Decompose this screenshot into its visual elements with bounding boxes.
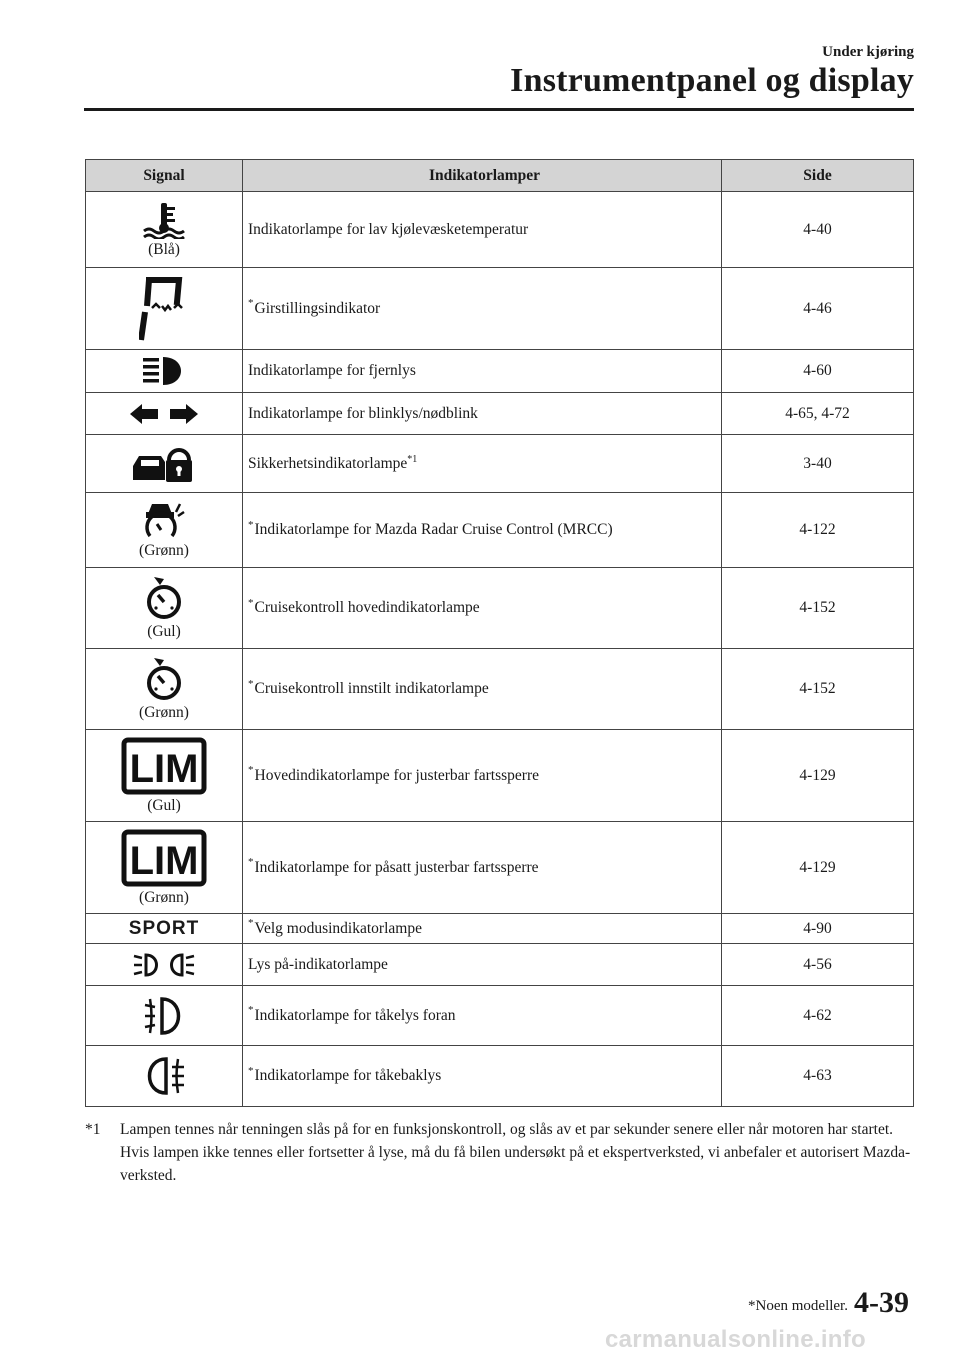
table-row	[86, 350, 914, 393]
indicator-text: Cruisekontroll hovedindikatorlampe	[254, 599, 480, 616]
page-ref: 4-129	[722, 730, 914, 822]
table-row	[86, 986, 914, 1046]
gear-position-icon	[139, 276, 189, 342]
asterisk-mark: *	[248, 677, 254, 690]
asterisk-mark: *	[248, 856, 254, 869]
table-row	[86, 393, 914, 435]
page-ref: 4-122	[722, 493, 914, 568]
asterisk-mark: *	[248, 1004, 254, 1017]
page-ref: 4-90	[722, 914, 914, 944]
page-header	[510, 42, 914, 100]
page-ref: 4-40	[722, 192, 914, 268]
page-ref: 4-129	[722, 822, 914, 914]
table-row	[86, 435, 914, 493]
indicator-text: Indikatorlampe for fjernlys	[248, 362, 416, 379]
asterisk-mark: *	[248, 1064, 254, 1077]
page-ref: 4-152	[722, 649, 914, 730]
table-row	[86, 493, 914, 568]
page-ref: 3-40	[722, 435, 914, 493]
rear-fog-icon	[142, 1055, 186, 1097]
color-note: (Blå)	[148, 240, 180, 258]
color-note: (Grønn)	[139, 704, 189, 721]
footnote-text: Lampen tennes når tenningen slås på for en funksjonskontroll, og slås av et par sekunder senere eller når motoren har startet. Hvis lampen ikke tennes eller fortsetter å lyse, må du få bilen undersøkt på et ekspertverksted, vi anbefaler et autorisert Mazda-verksted.	[120, 1121, 911, 1184]
lim-label: LIM	[129, 746, 199, 791]
security-lock-icon	[131, 444, 197, 484]
page-number: 4-39	[854, 1286, 909, 1319]
indicator-text: Indikatorlampe for tåkebaklys	[254, 1067, 442, 1084]
lim-icon	[121, 737, 207, 795]
asterisk-mark: *	[248, 297, 254, 310]
table-row	[86, 730, 914, 822]
indicator-text: Indikatorlampe for blinklys/nødblink	[248, 404, 478, 422]
indicator-text: Hovedindikatorlampe for justerbar fartssperre	[254, 766, 539, 784]
asterisk-mark: *	[248, 764, 254, 777]
asterisk-mark: *	[248, 917, 254, 930]
radar-cruise-icon	[142, 500, 186, 540]
color-note: (Gul)	[147, 796, 181, 814]
color-note: (Grønn)	[139, 542, 189, 559]
footnote-ref: *1	[407, 453, 418, 465]
indicator-text: Indikatorlampe for påsatt justerbar fartssperre	[254, 858, 539, 876]
high-beam-icon	[139, 355, 189, 387]
indicator-text: Velg modusindikatorlampe	[254, 919, 422, 937]
indicator-text: Sikkerhetsindikatorlampe	[248, 454, 408, 472]
header-rule	[84, 108, 914, 111]
turn-signal-arrows-icon	[128, 402, 200, 426]
table-row	[86, 944, 914, 986]
coolant-temperature-icon	[141, 201, 187, 239]
page-ref: 4-60	[722, 350, 914, 393]
table-row	[86, 192, 914, 268]
page-ref: 4-152	[722, 568, 914, 649]
asterisk-mark: *	[248, 596, 254, 609]
sport-icon: SPORT	[128, 917, 200, 939]
front-fog-icon	[142, 995, 186, 1037]
page-ref: 4-56	[722, 944, 914, 986]
indicator-text: Cruisekontroll innstilt indikatorlampe	[254, 680, 489, 697]
table-row	[86, 268, 914, 350]
watermark: carmanualsonline.info	[605, 1326, 867, 1353]
table-row	[86, 1046, 914, 1107]
indicator-text: Girstillingsindikator	[254, 299, 381, 317]
indicator-text: Indikatorlampe for tåkelys foran	[254, 1006, 456, 1024]
page-title: Instrumentpanel og display	[510, 62, 914, 99]
page-ref: 4-62	[722, 986, 914, 1046]
indicator-table	[85, 159, 914, 1107]
lim-label: LIM	[129, 838, 199, 883]
cruise-control-icon	[142, 575, 186, 621]
section-label: Under kjøring	[822, 44, 914, 60]
table-row	[86, 822, 914, 914]
cruise-control-icon	[142, 656, 186, 702]
footer-note: *Noen modeller.	[748, 1298, 848, 1314]
page-ref: 4-65, 4-72	[722, 393, 914, 435]
table-header-row	[86, 160, 914, 192]
table-row	[86, 649, 914, 730]
indicator-text: Lys på-indikatorlampe	[248, 955, 388, 973]
page-ref: 4-46	[722, 268, 914, 350]
indicator-text: Indikatorlampe for lav kjølevæsketemperatur	[248, 220, 529, 238]
table-row	[86, 568, 914, 649]
page-ref: 4-63	[722, 1046, 914, 1107]
color-note: (Gul)	[147, 623, 181, 640]
table-row	[86, 914, 914, 944]
column-header-indicator: Indikatorlamper	[243, 160, 722, 192]
column-header-signal: Signal	[86, 160, 243, 192]
lights-on-icon	[132, 951, 196, 979]
column-header-page: Side	[722, 160, 914, 192]
lim-icon	[121, 829, 207, 887]
footnote	[85, 1118, 914, 1187]
color-note: (Grønn)	[139, 888, 189, 906]
asterisk-mark: *	[248, 518, 254, 531]
indicator-text: Indikatorlampe for Mazda Radar Cruise Control (MRCC)	[254, 521, 613, 538]
footnote-marker: *1	[85, 1121, 101, 1138]
